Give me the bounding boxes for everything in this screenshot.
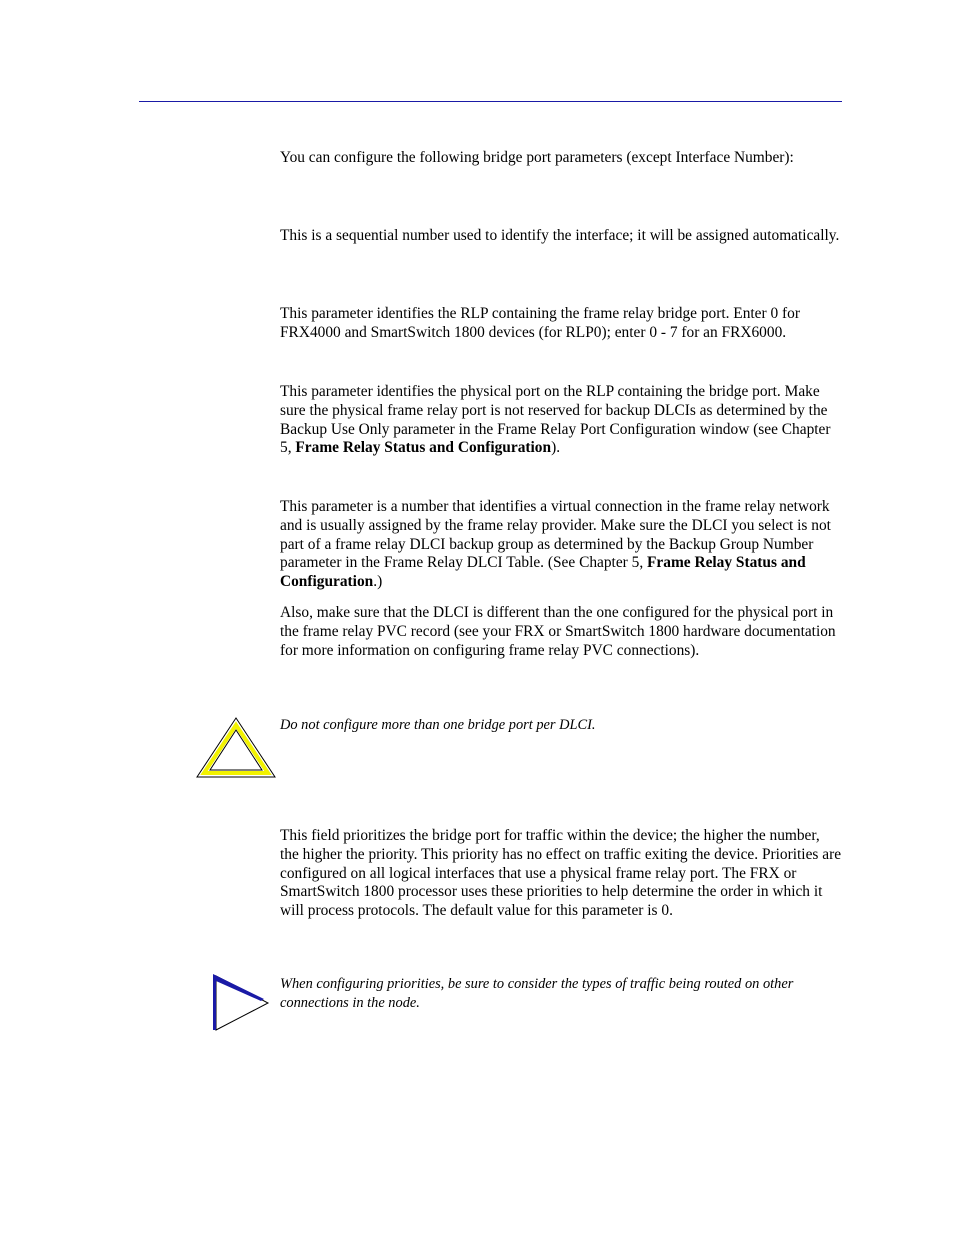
port-text-end: ).: [551, 439, 561, 457]
note-text: When configuring priorities, be sure to consider the types of traffic being routed on other connections in the node.: [280, 976, 794, 1011]
dlci-description: [280, 498, 842, 592]
caution-text: Do not configure more than one bridge port per DLCI.: [280, 717, 596, 733]
caution-triangle-icon: [195, 716, 277, 780]
rlp-description: This parameter identifies the RLP containing the frame relay bridge port. Enter 0 for FRX4000 and SmartSwitch 1800 devices (for RLP0); enter 0 - 7 for an FRX6000.: [280, 305, 800, 341]
priority-description: This field prioritizes the bridge port for traffic within the device; the higher the number, the higher the priority. This priority has no effect on traffic exiting the device. Priorities are configured on all logical interfaces that use a physical frame relay port. The FRX or SmartSwitch 1800 processor uses these priorities to help determine the order in which it will process protocols. The default value for this parameter is 0.: [280, 827, 842, 920]
header-rule: [139, 101, 842, 102]
port-text: This parameter identifies the physical port on the RLP containing the bridge port. Make sure the physical frame relay port is not reserved for backup DLCIs as determined by the Backup Use Only parameter in the Frame Relay Port Configuration window (see Chapter 5,: [280, 383, 831, 457]
port-description: [280, 383, 842, 458]
port-chapter-ref: Frame Relay Status and Configuration: [295, 439, 552, 457]
intro-paragraph: You can configure the following bridge port parameters (except Interface Number):: [280, 149, 794, 166]
note-pennant-icon: [211, 972, 271, 1034]
dlci-text: This parameter is a number that identifies a virtual connection in the frame relay network and is usually assigned by the frame relay provider. Make sure the DLCI you select is not part of a frame relay DLCI backup group as determined by the Backup Group Number parameter in the Frame Relay DLCI Table. (See Chapter 5,: [280, 498, 831, 572]
dlci-chapter-ref: Frame Relay Status and Configuration: [280, 554, 806, 591]
interface-number-description: This is a sequential number used to identify the interface; it will be assigned automatically.: [280, 227, 840, 244]
dlci-description-2: Also, make sure that the DLCI is different than the one configured for the physical port in the frame relay PVC record (see your FRX or SmartSwitch 1800 hardware documentation for more information on configuring frame relay PVC connections).: [280, 604, 836, 659]
dlci-text-end: .): [373, 573, 383, 591]
